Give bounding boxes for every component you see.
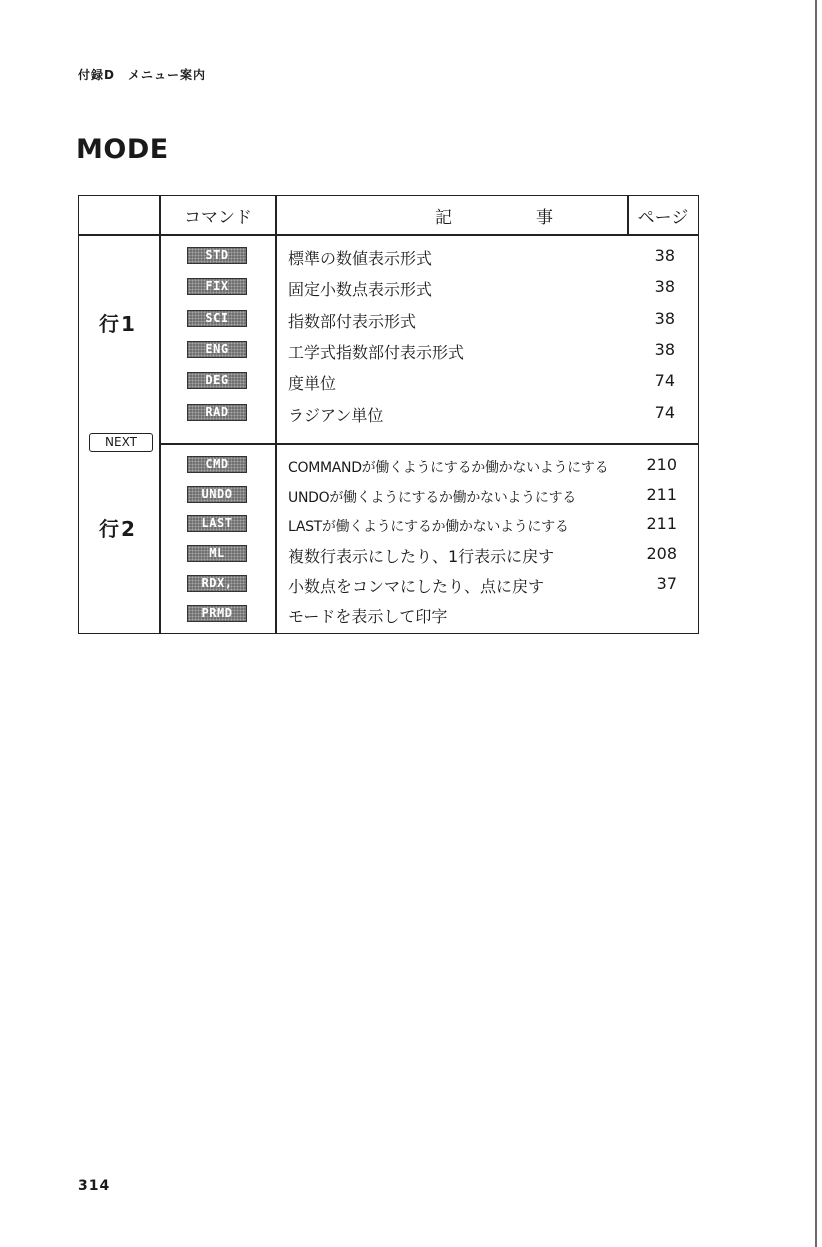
menu-row [79,539,697,569]
mode-menu-table [78,195,699,634]
header-divider [79,234,698,236]
menu-row [79,366,697,396]
row-description: 複数行表示にしたり、1行表示に戻す [288,547,555,566]
row-description: 度単位 [288,374,337,393]
menu-row [79,569,697,599]
menu-row [79,509,697,539]
row-description: 小数点をコンマにしたり、点に戻す [288,577,545,596]
row-description: 固定小数点表示形式 [288,280,433,299]
softkey-last[interactable]: LAST [187,515,247,532]
page-title: MODE [76,134,169,165]
menu-row [79,272,697,302]
row-description: 標準の数値表示形式 [288,249,433,268]
row-description: LASTが働くようにするか働かないようにする [288,519,569,535]
menu-row [79,335,697,365]
softkey-sci[interactable]: SCI [187,310,247,327]
row-page-ref: 37 [656,574,677,593]
softkey-cmd[interactable]: CMD [187,456,247,473]
row-page-ref: 38 [654,340,675,359]
row-page-ref: 38 [654,309,675,328]
softkey-prmd[interactable]: PRMD [187,605,247,622]
menu-row [79,304,697,334]
softkey-std[interactable]: STD [187,247,247,264]
running-head: 付録D メニュー案内 [78,68,206,82]
softkey-rdx[interactable]: RDX, [187,575,247,592]
softkey-fix[interactable]: FIX [187,278,247,295]
menu-row [79,599,697,629]
softkey-deg[interactable]: DEG [187,372,247,389]
menu-row [79,241,697,271]
header-page: ページ [637,207,689,228]
header-group [79,196,159,234]
softkey-eng[interactable]: ENG [187,341,247,358]
row-description: ラジアン単位 [288,406,384,425]
group-divider [159,443,698,445]
row-page-ref: 210 [646,455,677,474]
row-page-ref: 74 [654,371,675,390]
page-binding-edge [815,0,817,1247]
row-page-ref: 74 [654,403,675,422]
row-description: UNDOが働くようにするか働かないようにする [288,490,576,506]
header-command: コマンド [184,207,252,228]
row-description: COMMANDが働くようにするか働かないようにする [288,460,609,476]
row-description: 指数部付表示形式 [288,312,417,331]
next-key[interactable]: NEXT [89,433,153,452]
row-description: 工学式指数部付表示形式 [288,343,465,362]
row-page-ref: 211 [646,485,677,504]
page-number: 314 [78,1178,111,1194]
menu-row [79,450,697,480]
header-article: 記事 [435,207,637,228]
row-group-label-2: 行2 [99,517,137,541]
softkey-undo[interactable]: UNDO [187,486,247,503]
menu-row [79,398,697,428]
row-group-label-1: 行1 [99,312,137,336]
row-page-ref: 38 [654,277,675,296]
row-page-ref: 208 [646,544,677,563]
row-page-ref: 211 [646,514,677,533]
softkey-ml[interactable]: ML [187,545,247,562]
row-description: モードを表示して印字 [288,607,448,626]
softkey-rad[interactable]: RAD [187,404,247,421]
menu-row [79,480,697,510]
row-page-ref: 38 [654,246,675,265]
